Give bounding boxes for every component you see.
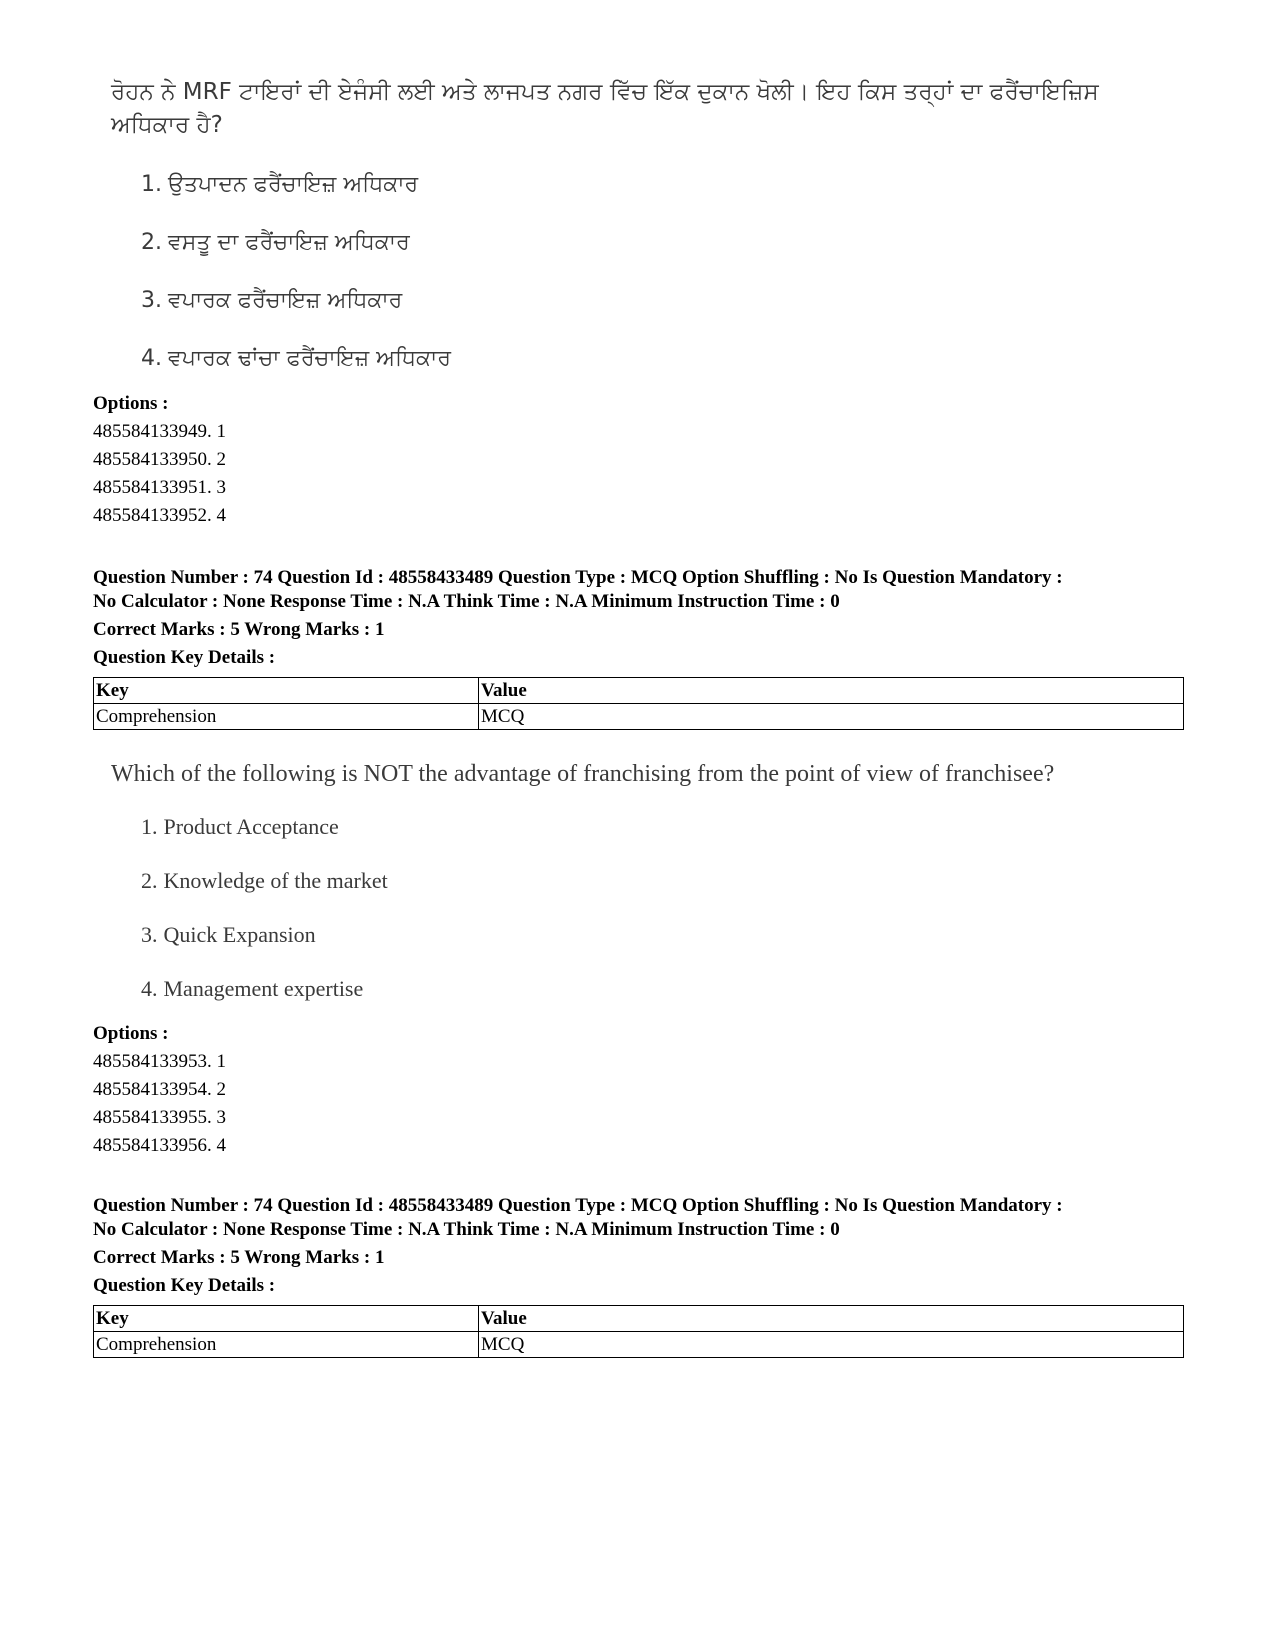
- choice-text: Knowledge of the market: [163, 868, 388, 893]
- option-id: 485584133952. 4: [93, 505, 226, 526]
- key-details-heading: Question Key Details :: [93, 647, 276, 668]
- table-header-cell: Value: [479, 678, 1184, 704]
- choice-item: [141, 156, 1131, 214]
- question-metadata: [93, 1194, 1183, 1298]
- question-metadata: [93, 566, 1183, 670]
- choice-item: [141, 812, 1131, 866]
- key-details-heading: Question Key Details :: [93, 1275, 276, 1296]
- choice-number: 4.: [141, 976, 158, 1001]
- option-id: 485584133956. 4: [93, 1135, 226, 1156]
- choice-item: [141, 866, 1131, 920]
- metadata-line: Question Number : 74 Question Id : 48558433489 Question Type : MCQ Option Shuffling : No Is Question Mandatory :: [93, 567, 1063, 588]
- choice-number: 1.: [141, 172, 162, 197]
- choice-number: 4.: [141, 346, 162, 371]
- key-details-table: [93, 677, 1184, 730]
- choice-item: [141, 272, 1131, 330]
- table-header-cell: Key: [94, 678, 479, 704]
- choice-text: Quick Expansion: [163, 922, 316, 947]
- question-stem: ਰੋਹਨ ਨੇ MRF ਟਾਇਰਾਂ ਦੀ ਏਜੰਸੀ ਲਈ ਅਤੇ ਲਾਜਪਤ ਨਗਰ ਵਿੱਚ ਇੱਕ ਦੁਕਾਨ ਖੋਲੀ। ਇਹ ਕਿਸ ਤਰ੍ਹਾਂ ਦਾ ਫਰੈਂਚਾਇਜ਼ਿਸ ਅਧਿਕਾਰ ਹੈ?: [111, 79, 1099, 138]
- question-image-english: [111, 758, 1131, 1028]
- choice-text: ਵਪਾਰਕ ਫਰੈਂਚਾਇਜ਼ ਅਧਿਕਾਰ: [168, 288, 403, 313]
- choice-item: [141, 330, 1131, 388]
- options-label: Options :: [93, 393, 169, 414]
- choice-item: [141, 974, 1131, 1028]
- choice-text: ਵਸਤੂ ਦਾ ਫਰੈਂਚਾਇਜ਼ ਅਧਿਕਾਰ: [168, 230, 410, 255]
- option-id: 485584133955. 3: [93, 1107, 226, 1128]
- table-row: [94, 704, 1184, 730]
- metadata-line: No Calculator : None Response Time : N.A Think Time : N.A Minimum Instruction Time : 0: [93, 591, 840, 612]
- option-id: 485584133949. 1: [93, 421, 226, 442]
- choice-text: ਵਪਾਰਕ ਢਾਂਚਾ ਫਰੈਂਚਾਇਜ਼ ਅਧਿਕਾਰ: [168, 346, 451, 371]
- options-block: [93, 390, 226, 530]
- choice-list: [141, 812, 1131, 1028]
- option-id: 485584133951. 3: [93, 477, 226, 498]
- table-header-row: [94, 1306, 1184, 1332]
- option-id: 485584133954. 2: [93, 1079, 226, 1100]
- table-header-row: [94, 678, 1184, 704]
- table-cell: MCQ: [479, 704, 1184, 730]
- question-image-punjabi: [111, 76, 1131, 388]
- table-cell: Comprehension: [94, 1332, 479, 1358]
- options-block: [93, 1020, 226, 1160]
- choice-item: [141, 920, 1131, 974]
- choice-number: 2.: [141, 230, 162, 255]
- choice-number: 2.: [141, 868, 158, 893]
- option-id: 485584133950. 2: [93, 449, 226, 470]
- table-cell: MCQ: [479, 1332, 1184, 1358]
- choice-number: 3.: [141, 922, 158, 947]
- option-id: 485584133953. 1: [93, 1051, 226, 1072]
- choice-text: ਉਤਪਾਦਨ ਫਰੈਂਚਾਇਜ਼ ਅਧਿਕਾਰ: [168, 172, 419, 197]
- table-cell: Comprehension: [94, 704, 479, 730]
- metadata-line: Question Number : 74 Question Id : 48558433489 Question Type : MCQ Option Shuffling : No Is Question Mandatory :: [93, 1195, 1063, 1216]
- question-stem: Which of the following is NOT the advantage of franchising from the point of view of franchisee?: [111, 761, 1055, 787]
- options-label: Options :: [93, 1023, 169, 1044]
- choice-number: 1.: [141, 814, 158, 839]
- choice-text: Management expertise: [163, 976, 364, 1001]
- choice-item: [141, 214, 1131, 272]
- metadata-line: No Calculator : None Response Time : N.A Think Time : N.A Minimum Instruction Time : 0: [93, 1219, 840, 1240]
- table-header-cell: Key: [94, 1306, 479, 1332]
- choice-text: Product Acceptance: [163, 814, 339, 839]
- choice-list: [141, 156, 1131, 388]
- choice-number: 3.: [141, 288, 162, 313]
- key-details-table: [93, 1305, 1184, 1358]
- table-header-cell: Value: [479, 1306, 1184, 1332]
- table-row: [94, 1332, 1184, 1358]
- marks-line: Correct Marks : 5 Wrong Marks : 1: [93, 1247, 385, 1268]
- marks-line: Correct Marks : 5 Wrong Marks : 1: [93, 619, 385, 640]
